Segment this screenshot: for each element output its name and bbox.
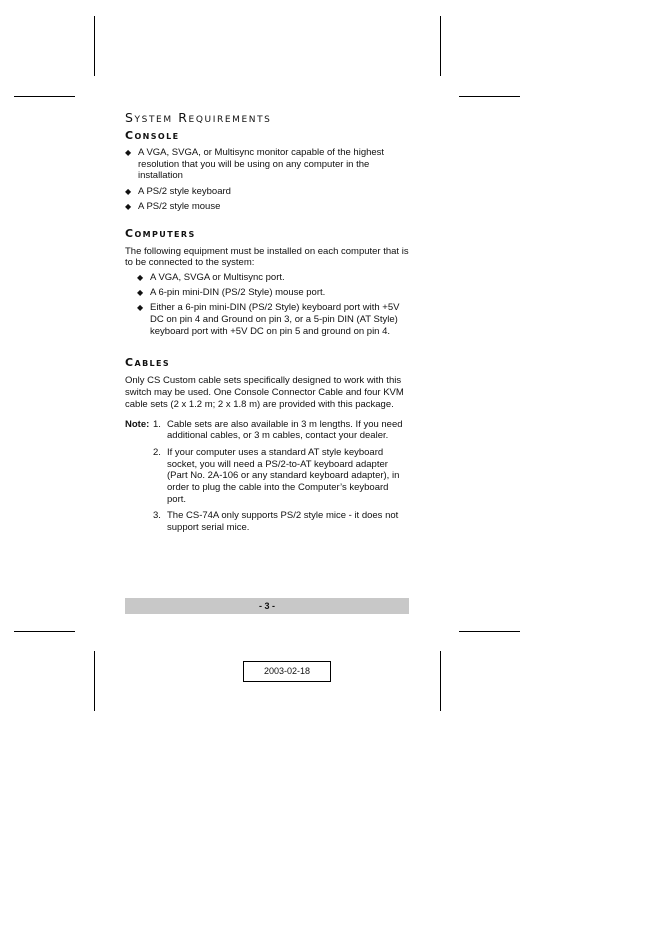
note-text: Cable sets are also available in 3 m lengths. If you need additional cables, or 3 m cables, contact your dealer.: [167, 418, 403, 442]
cables-intro: Only CS Custom cable sets specifically designed to work with this switch may be used. One Console Connector Cable and four KVM cable sets (2 x 1.2 m; 2 x 1.8 m) are provided with this package.: [125, 375, 404, 410]
crop-mark: [440, 16, 441, 76]
bullet-icon: ◆: [125, 148, 132, 157]
cables-heading: Cables: [125, 356, 171, 370]
crop-mark: [14, 631, 75, 632]
list-item: ◆ A VGA, SVGA or Multisync port.: [137, 271, 285, 283]
date-label: 2003-02-18: [263, 666, 311, 676]
page-number-bar: [125, 598, 409, 614]
bullet-icon: ◆: [137, 288, 144, 298]
page-content: [125, 110, 410, 534]
bullet-icon: ◆: [137, 303, 144, 313]
computers-intro: The following equipment must be installed on each computer that is to be connected to the system:: [125, 245, 409, 269]
list-item: ◆ Either a 6-pin mini-DIN (PS/2 Style) keyboard port with +5V DC on pin 4 and Ground on pin 3, or a 5-pin DIN (AT Style) keyboard port with +5V DC on pin 5 and ground on pin 4.: [137, 302, 400, 337]
crop-mark: [14, 96, 75, 97]
bullet-icon: ◆: [137, 272, 144, 282]
list-item: ◆ A VGA, SVGA, or Multisync monitor capable of the highest resolution that you will be using on any computer in the installation: [125, 147, 385, 182]
crop-mark: [94, 651, 95, 711]
list-item: ◆ A PS/2 style keyboard: [125, 185, 231, 197]
computers-list: [125, 272, 410, 338]
list-item: ◆ A 6-pin mini-DIN (PS/2 Style) mouse port.: [137, 287, 326, 299]
page-number: - 3 -: [258, 601, 275, 611]
bullet-icon: ◆: [125, 186, 132, 196]
computers-heading: Computers: [125, 226, 196, 240]
page-title: System Requirements: [125, 110, 272, 125]
note-number: 2.: [153, 446, 161, 458]
crop-mark: [459, 631, 520, 632]
console-heading: Console: [125, 129, 180, 142]
crop-mark: [440, 651, 441, 711]
list-item: ◆ A PS/2 style mouse: [125, 200, 221, 212]
crop-mark: [459, 96, 520, 97]
console-list: [125, 147, 410, 213]
bullet-icon: ◆: [125, 201, 132, 211]
crop-mark: [94, 16, 95, 76]
notes: [125, 419, 410, 534]
note-label: Note:: [125, 418, 150, 430]
note-text: If your computer uses a standard AT style keyboard socket, you will need a PS/2-to-AT keyboard adapter (Part No. 2A-106 or any standard keyboard adapter), in order to plug the cable into the Computer’s keyboard port.: [167, 446, 400, 505]
note-number: 1.: [153, 418, 161, 430]
note-text: The CS-74A only supports PS/2 style mice - it does not support serial mice.: [167, 510, 399, 534]
date-box: [243, 661, 331, 682]
note-number: 3.: [153, 510, 161, 522]
